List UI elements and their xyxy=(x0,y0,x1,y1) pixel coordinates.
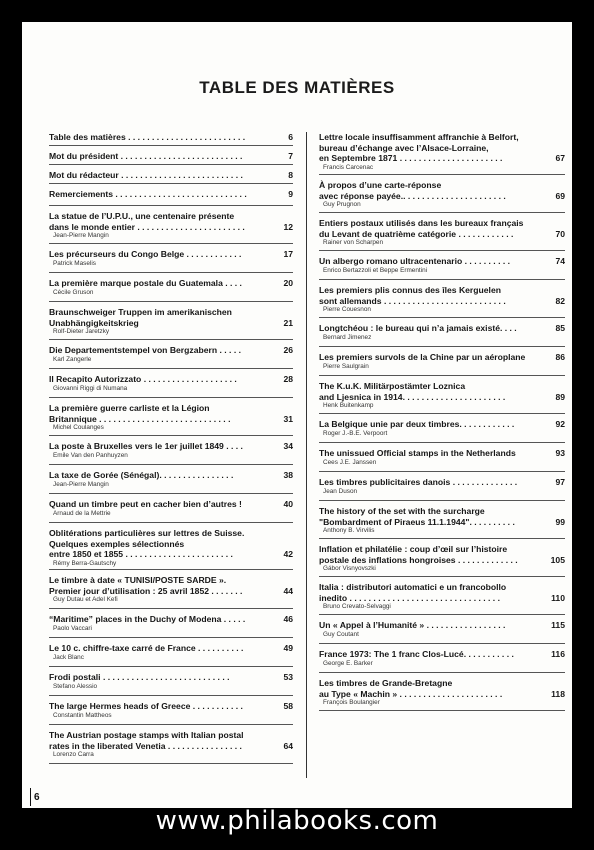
toc-entry-row xyxy=(319,477,565,488)
toc-entry xyxy=(49,151,293,165)
toc-entry-title: The Austrian postage stamps with Italian postal rates in the liberated Venetia . . . . . . . . . . . . . . . . xyxy=(49,730,244,751)
toc-entry-author: Arnaud de la Mettrie xyxy=(53,509,111,517)
toc-entry xyxy=(319,419,565,443)
toc-entry-title: Braunschweiger Truppen im amerikanischen Unabhängigkeitskrieg xyxy=(49,307,232,328)
toc-entry-page: 20 xyxy=(283,278,293,288)
toc-entry xyxy=(49,132,293,146)
toc-entry-row xyxy=(319,448,565,459)
toc-entry-author: Constantin Mattheos xyxy=(53,711,112,719)
toc-entry-title: Oblitérations particulières sur lettres de Suisse. Quelques exemples sélectionnés entre 1850 et 1855 . . . . . . . . . . . . . . . . . . . . . . . xyxy=(49,528,245,560)
toc-entry-author: Francis Carcenac xyxy=(323,163,374,171)
toc-entry xyxy=(319,506,565,539)
toc-entry-author: Gábor Visnyovszki xyxy=(323,565,376,573)
toc-entry-author xyxy=(49,143,293,144)
toc-entry-title: À propos d’une carte-réponse avec réponse payée.. . . . . . . . . . . . . . . . . . . . . . xyxy=(319,180,506,201)
toc-entry-row xyxy=(49,575,293,596)
toc-entry xyxy=(49,403,293,436)
toc-entry-row xyxy=(49,470,293,481)
toc-entry-author: Jean Duson xyxy=(323,487,358,495)
toc-entry-page: 40 xyxy=(283,499,293,509)
toc-entry-page: 64 xyxy=(283,740,293,751)
toc-entry xyxy=(319,582,565,615)
toc-entry-page: 12 xyxy=(283,221,293,232)
toc-entry xyxy=(319,180,565,213)
toc-entry xyxy=(49,345,293,369)
toc-entry-title: La première guerre carliste et la Légion Britannique . . . . . . . . . . . . . . . . . . . . . . . . . . . . xyxy=(49,403,231,424)
toc-entry-title: La statue de l’U.P.U., une centenaire présente dans le monde entier . . . . . . . . . . . . . . . . . . . . . . . xyxy=(49,211,245,232)
toc-entry-page: 49 xyxy=(283,643,293,653)
toc-entry xyxy=(49,189,293,206)
toc-entry-author: Bernard Jimenez xyxy=(323,333,372,341)
toc-entry-title: Les premiers survols de la Chine par un aéroplane xyxy=(319,352,526,362)
toc-entry-author: Stefano Alessio xyxy=(53,682,98,690)
toc-entry-row xyxy=(49,441,293,452)
toc-entry-row xyxy=(49,701,293,712)
toc-entry-author: Enrico Bertazzoli et Beppe Ermentini xyxy=(323,266,428,274)
toc-entry-page: 26 xyxy=(283,345,293,355)
toc-entry-row xyxy=(49,211,293,232)
website-watermark: www.philabooks.com xyxy=(155,806,439,836)
toc-entry-title: The K.u.K. Militärpostämter Loznica and Ljesnica in 1914. . . . . . . . . . . . . . . . . . . . . . xyxy=(319,381,506,402)
toc-entry-author: François Boulangier xyxy=(323,699,380,707)
toc-entry-page: 99 xyxy=(555,516,565,527)
toc-entry-page: 58 xyxy=(283,701,293,711)
toc-entry-row xyxy=(49,528,293,560)
toc-entry xyxy=(49,614,293,638)
toc-entry-title: Quand un timbre peut en cacher bien d’autres ! xyxy=(49,499,242,509)
toc-entry-page: 93 xyxy=(555,448,565,458)
toc-entry-row xyxy=(49,374,293,385)
toc-entry xyxy=(49,307,293,340)
toc-entry-title: Inflation et philatélie : coup d’œil sur l’histoire postale des inflations hongroises . . . . . . . . . . . . . xyxy=(319,544,518,565)
toc-entry-page: 89 xyxy=(555,391,565,402)
toc-entry xyxy=(49,528,293,570)
toc-entry-title: La poste à Bruxelles vers le 1er juillet 1849 . . . . xyxy=(49,441,243,451)
toc-entry-title: The history of the set with the surcharge "Bombardment of Piraeus 11.1.1944". . . . . . . . . . xyxy=(319,506,515,527)
toc-entry-author: Jean-Pierre Mangin xyxy=(53,232,109,240)
toc-entry-page: 42 xyxy=(283,549,293,560)
toc-entry-row xyxy=(49,499,293,510)
toc-entry xyxy=(319,544,565,577)
toc-entry-row xyxy=(49,307,293,328)
toc-entry-title: La Belgique unie par deux timbres. . . . . . . . . . . . xyxy=(319,419,515,429)
toc-entry-row xyxy=(49,170,293,181)
toc-entry-row xyxy=(49,643,293,654)
toc-entry xyxy=(49,643,293,667)
toc-entry-title: “Maritime” places in the Duchy of Modena . . . . . xyxy=(49,614,246,624)
toc-entry-row xyxy=(319,256,565,267)
toc-entry-row xyxy=(319,649,565,660)
toc-entry-row xyxy=(49,132,293,143)
toc-entry xyxy=(49,170,293,184)
toc-entry-page: 9 xyxy=(288,189,293,199)
toc-entry-title: Le 10 c. chiffre-taxe carré de France . . . . . . . . . . xyxy=(49,643,244,653)
toc-entry-title: Longtchéou : le bureau qui n’a jamais existé. . . . xyxy=(319,323,517,333)
toc-entry-author: Patrick Maselis xyxy=(53,259,96,267)
folio-rule xyxy=(30,788,31,806)
toc-entry-author: Henk Buitenkamp xyxy=(323,402,374,410)
toc-entry-page: 86 xyxy=(555,352,565,362)
toc-entry-page: 28 xyxy=(283,374,293,384)
toc-entry-row xyxy=(49,151,293,162)
toc-entry-author: Bruno Crevato-Selvaggi xyxy=(323,603,391,611)
toc-entry-page: 115 xyxy=(551,620,565,630)
toc-entry xyxy=(49,575,293,609)
toc-entry-row xyxy=(49,189,293,200)
toc-entry-author: Paolo Vaccari xyxy=(53,624,92,632)
toc-entry-row xyxy=(49,672,293,683)
toc-entry-page: 105 xyxy=(550,554,565,565)
toc-entry-author: Guy Coutant xyxy=(323,630,359,638)
toc-entry-page: 6 xyxy=(288,132,293,142)
toc-entry-row xyxy=(49,249,293,260)
toc-entry-author: Guy Dutau et Adel Kefi xyxy=(53,596,118,604)
toc-entry xyxy=(49,374,293,398)
toc-entry-row xyxy=(49,345,293,356)
toc-entry-author: Jean-Pierre Mangin xyxy=(53,480,109,488)
toc-entry-author: Jack Blanc xyxy=(53,653,84,661)
toc-entry-row xyxy=(49,614,293,625)
toc-entry xyxy=(319,477,565,501)
toc-entry-title: The large Hermes heads of Greece . . . . . . . . . . . xyxy=(49,701,243,711)
toc-entry-row xyxy=(319,582,565,603)
toc-entry-author: Rémy Berra-Gautschy xyxy=(53,559,117,567)
toc-entry-author: Roger J.-B.E. Verpoort xyxy=(323,429,388,437)
toc-entry xyxy=(49,278,293,302)
toc-entry-title: Le timbre à date « TUNISI/POSTE SARDE ». Premier jour d’utilisation : 25 avril 1852 . . . . . . . xyxy=(49,575,243,596)
toc-entry xyxy=(49,249,293,273)
toc-entry-author: Cees J.E. Janssen xyxy=(323,458,377,466)
toc-entry-title: Un albergo romano ultracentenario . . . . . . . . . . xyxy=(319,256,511,266)
toc-entry-page: 70 xyxy=(555,228,565,239)
toc-entry-title: Table des matières . . . . . . . . . . . . . . . . . . . . . . . . . xyxy=(49,132,246,142)
toc-entry xyxy=(319,448,565,472)
toc-entry xyxy=(49,211,293,244)
toc-entry-page: 67 xyxy=(555,153,565,164)
toc-entry-page: 69 xyxy=(555,190,565,201)
toc-entry-page: 97 xyxy=(555,477,565,487)
toc-entry xyxy=(319,256,565,280)
toc-entry-page: 38 xyxy=(283,470,293,480)
toc-entry-page: 92 xyxy=(555,419,565,429)
toc-entry xyxy=(49,441,293,465)
toc-entry-row xyxy=(319,506,565,527)
toc-entry-author xyxy=(49,181,293,182)
toc-entry-author: Cécile Gruson xyxy=(53,288,94,296)
toc-entry-row xyxy=(319,285,565,306)
toc-entry xyxy=(319,678,565,711)
toc-entry-row xyxy=(319,180,565,201)
toc-entry-author: Emile Van den Panhuyzen xyxy=(53,451,128,459)
toc-left-column xyxy=(49,132,293,769)
toc-entry-row xyxy=(319,544,565,565)
toc-entry-row xyxy=(49,403,293,424)
toc-entry xyxy=(319,285,565,318)
toc-entry-page: 118 xyxy=(551,688,565,699)
toc-entry-row xyxy=(319,218,565,239)
page-number: 6 xyxy=(34,792,40,803)
toc-entry-title: Les timbres de Grande-Bretagne au Type « Machin » . . . . . . . . . . . . . . . . . . . . . . xyxy=(319,678,503,699)
toc-entry-row xyxy=(319,132,565,164)
toc-entry xyxy=(319,649,565,673)
toc-entry-author: Guy Prugnon xyxy=(323,201,361,209)
toc-entry-page: 7 xyxy=(288,151,293,161)
toc-entry-row xyxy=(319,419,565,430)
toc-entry-title: Lettre locale insuffisamment affranchie à Belfort, bureau d’échange avec l’Alsace-Lorraine, en Septembre 1871 . . . . . . . . . . . . . . . . . . . . . . xyxy=(319,132,519,164)
toc-entry-page: 85 xyxy=(555,323,565,333)
toc-entry xyxy=(49,701,293,725)
toc-entry-row xyxy=(319,323,565,334)
toc-entry xyxy=(49,470,293,494)
toc-entry-page: 116 xyxy=(551,649,565,659)
toc-entry-title: France 1973: The 1 franc Clos-Lucé. . . . . . . . . . . xyxy=(319,649,514,659)
toc-entry-title: Entiers postaux utilisés dans les bureaux français du Levant de quatrième catégorie . . . . . . . . . . . . xyxy=(319,218,524,239)
toc-entry xyxy=(319,323,565,347)
toc-entry-title: Il Recapito Autorizzato . . . . . . . . . . . . . . . . . . . . xyxy=(49,374,237,384)
toc-entry-author: Michel Coulanges xyxy=(53,424,104,432)
toc-entry-title: Les timbres publicitaires danois . . . . . . . . . . . . . . xyxy=(319,477,518,487)
toc-entry-title: La première marque postale du Guatemala . . . . xyxy=(49,278,242,288)
toc-right-column xyxy=(319,132,565,716)
toc-entry-page: 46 xyxy=(283,614,293,624)
book-page xyxy=(22,22,572,808)
toc-entry-row xyxy=(319,352,565,363)
toc-entry-row xyxy=(319,678,565,699)
toc-entry-title: The unissued Official stamps in the Netherlands xyxy=(319,448,516,458)
toc-entry-page: 44 xyxy=(283,585,293,596)
toc-entry-author: Anthony B. Virvilis xyxy=(323,527,375,535)
toc-entry xyxy=(49,730,293,764)
toc-entry xyxy=(319,620,565,644)
toc-entry-page: 8 xyxy=(288,170,293,180)
page-title: TABLE DES MATIÈRES xyxy=(199,78,395,97)
toc-entry-author xyxy=(49,162,293,163)
toc-entry-author: Karl Zangerle xyxy=(53,355,92,363)
toc-entry-row xyxy=(49,278,293,289)
toc-entry-page: 74 xyxy=(555,256,565,266)
toc-entry-author xyxy=(49,200,293,201)
toc-entry-author: George E. Barker xyxy=(323,659,373,667)
toc-entry-row xyxy=(319,381,565,402)
toc-entry-title: Mot du rédacteur . . . . . . . . . . . . . . . . . . . . . . . . . . xyxy=(49,170,243,180)
toc-entry-row xyxy=(319,620,565,631)
toc-entry-title: Les précurseurs du Congo Belge . . . . . . . . . . . . xyxy=(49,249,242,259)
toc-entry-row xyxy=(49,730,293,751)
toc-entry xyxy=(319,352,565,376)
toc-entry-page: 21 xyxy=(283,317,293,328)
toc-entry xyxy=(49,672,293,696)
toc-entry-page: 31 xyxy=(283,413,293,424)
toc-entry xyxy=(319,218,565,251)
toc-entry xyxy=(319,132,565,175)
toc-entry-author: Lorenzo Carra xyxy=(53,751,94,759)
toc-entry-page: 110 xyxy=(551,592,565,603)
toc-entry-page: 53 xyxy=(283,672,293,682)
toc-entry-page: 34 xyxy=(283,441,293,451)
toc-entry-author: Rolf-Dieter Jaretzky xyxy=(53,328,110,336)
toc-entry-title: La taxe de Gorée (Sénégal). . . . . . . . . . . . . . . . xyxy=(49,470,234,480)
toc-entry-author: Giovanni Riggi di Numana xyxy=(53,384,128,392)
toc-entry xyxy=(319,381,565,414)
toc-entry-author: Rainer von Scharpen xyxy=(323,239,384,247)
toc-entry-title: Frodi postali . . . . . . . . . . . . . . . . . . . . . . . . . . . xyxy=(49,672,230,682)
toc-entry-page: 82 xyxy=(555,295,565,306)
toc-entry-author: Pierre Saulgrain xyxy=(323,362,369,370)
toc-entry-author: Pierre Couesnon xyxy=(323,306,371,314)
toc-entry-title: Mot du président . . . . . . . . . . . . . . . . . . . . . . . . . . xyxy=(49,151,243,161)
toc-entry xyxy=(49,499,293,523)
toc-entry-page: 17 xyxy=(283,249,293,259)
toc-entry-title: Un « Appel à l’Humanité » . . . . . . . . . . . . . . . . . xyxy=(319,620,506,630)
toc-entry-title: Les premiers plis connus des îles Kerguelen sont allemands . . . . . . . . . . . . . . . . . . . . . . . . . . xyxy=(319,285,506,306)
toc-entry-title: Die Departementstempel von Bergzabern . . . . . xyxy=(49,345,241,355)
toc-entry-title: Remerciements . . . . . . . . . . . . . . . . . . . . . . . . . . . . xyxy=(49,189,247,199)
toc-entry-title: Italia : distributori automatici e un francobollo inedito . . . . . . . . . . . . . . . . . . . . . . . . . . . . . . . . xyxy=(319,582,507,603)
